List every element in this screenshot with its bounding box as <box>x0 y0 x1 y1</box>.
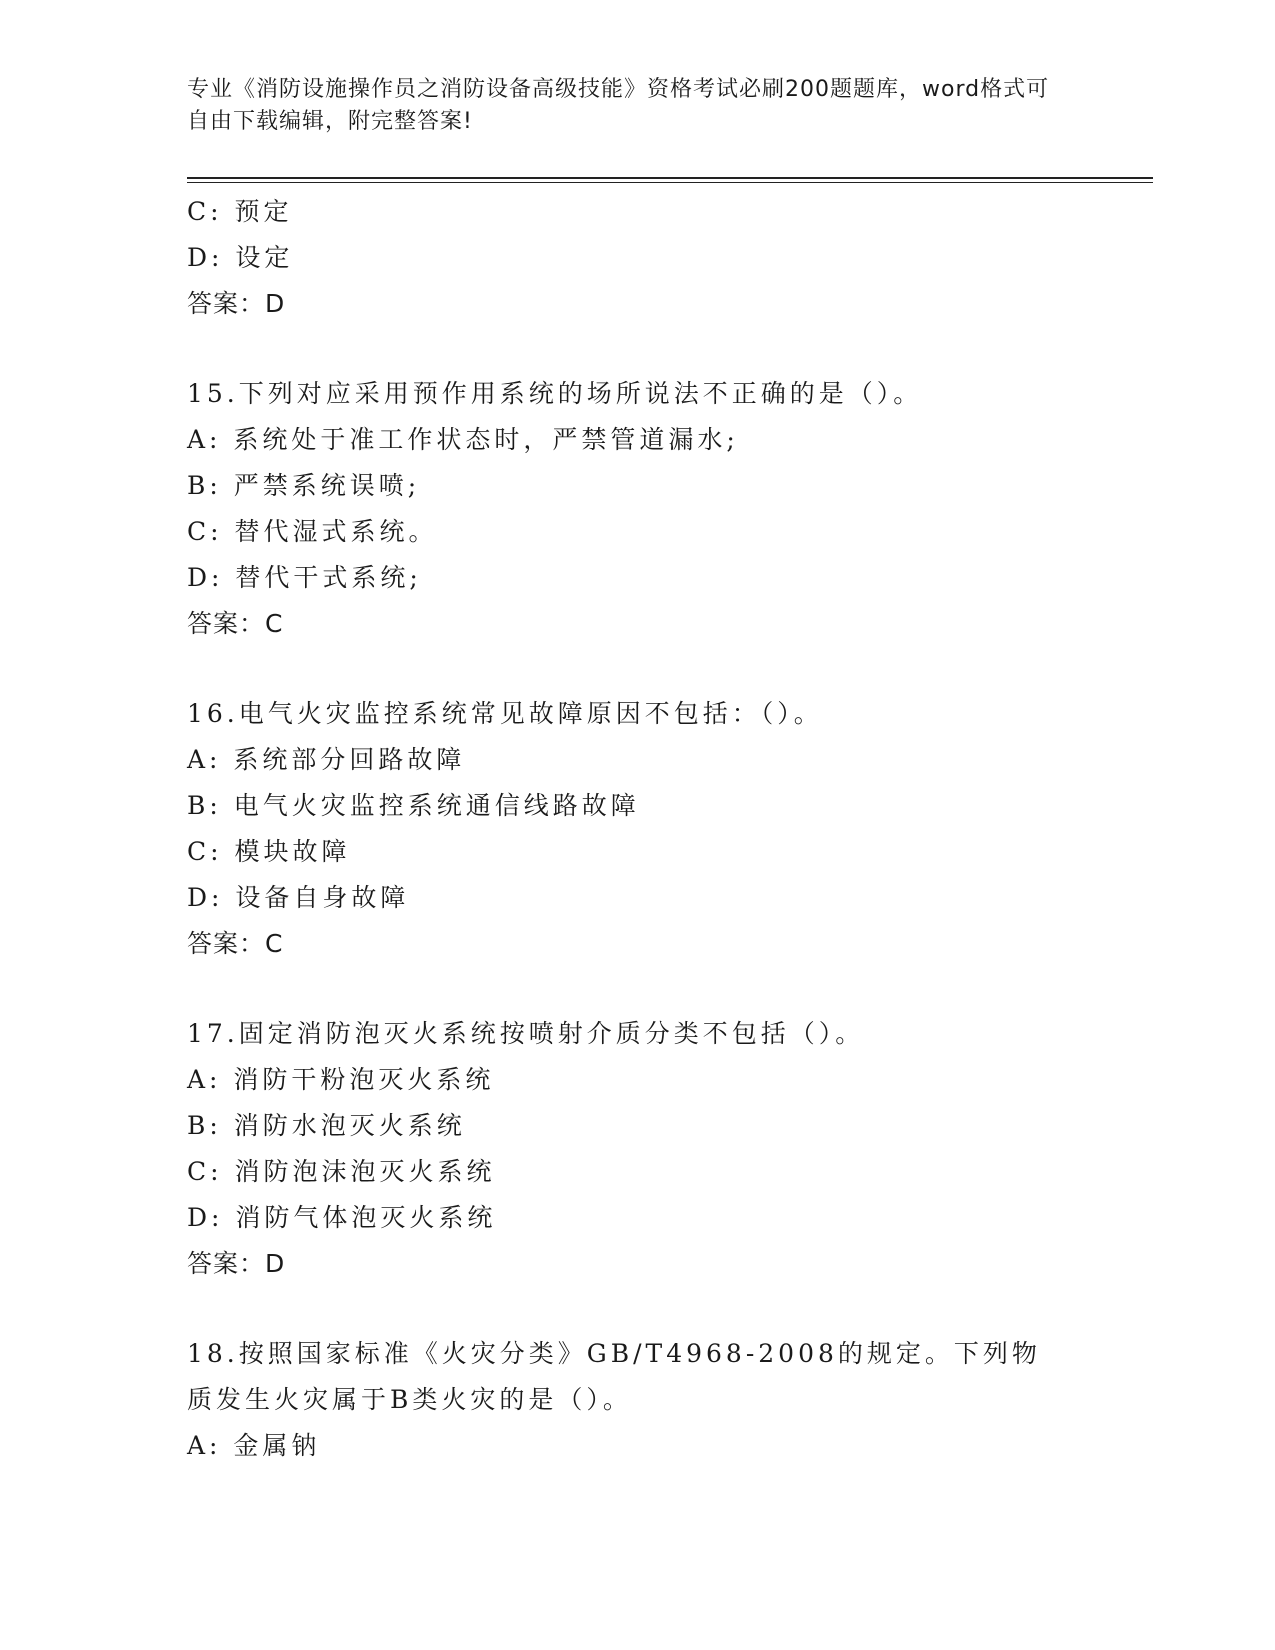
option-c: C: 消防泡沫泡灭火系统 <box>187 1157 496 1186</box>
option-a: A: 消防干粉泡灭火系统 <box>187 1065 495 1094</box>
question-15 <box>187 371 1087 647</box>
option-a: A: 系统部分回路故障 <box>187 745 466 774</box>
header-rule-thin <box>187 182 1153 183</box>
option-d: D: 设备自身故障 <box>187 883 410 912</box>
answer-line: 答案：D <box>187 1249 286 1278</box>
document-header: 专业《消防设施操作员之消防设备高级技能》资格考试必刷200题题库，word格式可自由下载编辑，附完整答案! <box>187 77 1050 134</box>
question-17 <box>187 1011 1087 1287</box>
option-d: D: 消防气体泡灭火系统 <box>187 1203 497 1232</box>
header-rule-thick <box>187 177 1153 179</box>
answer-line: 答案：C <box>187 609 284 638</box>
option-a: A: 系统处于准工作状态时，严禁管道漏水; <box>187 425 739 454</box>
question-stem: 16.电气火灾监控系统常见故障原因不包括：（）。 <box>187 699 823 728</box>
option-d: D: 设定 <box>187 243 294 272</box>
question-stem: 15.下列对应采用预作用系统的场所说法不正确的是（）。 <box>187 379 923 408</box>
option-d: D: 替代干式系统; <box>187 563 422 592</box>
option-b: B: 消防水泡灭火系统 <box>187 1111 466 1140</box>
question-list <box>187 189 1087 1469</box>
option-a: A: 金属钠 <box>187 1431 321 1460</box>
option-b: B: 电气火灾监控系统通信线路故障 <box>187 791 640 820</box>
question-stem: 17.固定消防泡灭火系统按喷射介质分类不包括（）。 <box>187 1019 865 1048</box>
question-partial <box>187 189 1087 327</box>
question-16 <box>187 691 1087 967</box>
option-c: C: 替代湿式系统。 <box>187 517 438 546</box>
answer-line: 答案：C <box>187 929 284 958</box>
question-18 <box>187 1331 1087 1469</box>
option-b: B: 严禁系统误喷; <box>187 471 421 500</box>
answer-line: 答案：D <box>187 289 286 318</box>
option-c: C: 模块故障 <box>187 837 351 866</box>
question-stem: 18.按照国家标准《火灾分类》GB/T4968-2008的规定。下列物质发生火灾属于B类火灾的是（）。 <box>187 1339 1041 1414</box>
option-c: C: 预定 <box>187 197 293 226</box>
